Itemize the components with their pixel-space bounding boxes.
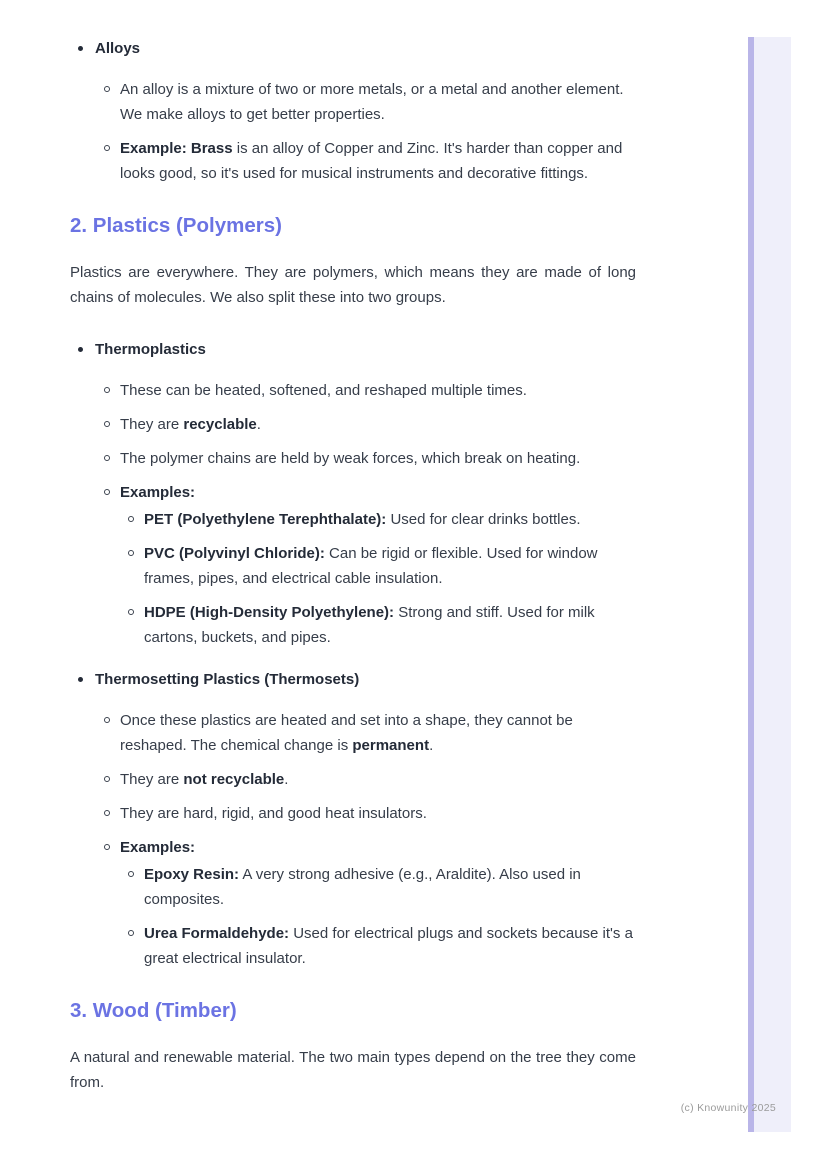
list-item-text: . — [284, 771, 289, 788]
circle-bullet-icon — [128, 609, 134, 615]
list-item-text: Used for electrical plugs and sockets because it's a great electrical insulator. — [144, 925, 633, 967]
list-item-text: Strong and stiff. Used for milk cartons, buckets, and pipes. — [144, 604, 595, 646]
alloys-sublist — [95, 77, 636, 186]
document-body — [70, 36, 636, 1122]
circle-bullet-icon — [104, 810, 110, 816]
list-item-title: Thermosetting Plastics (Thermosets) — [95, 671, 360, 688]
list-item-bold-text: Epoxy Resin: — [144, 866, 240, 883]
list-item — [95, 412, 636, 437]
list-item-text: They are — [120, 771, 184, 788]
list-item-text: They are hard, rigid, and good heat insulators. — [120, 805, 427, 822]
list-item — [120, 600, 636, 650]
circle-bullet-icon — [128, 871, 134, 877]
list-item-thermosets — [70, 667, 636, 971]
section-heading-plastics: 2. Plastics (Polymers) — [70, 214, 282, 237]
thermosets-sublist — [95, 708, 636, 971]
list-item-text: An alloy is a mixture of two or more metals, or a metal and another element. We make alloys to get better properties. — [120, 81, 624, 123]
list-item-examples — [95, 835, 636, 971]
list-item-text: Can be rigid or flexible. Used for window frames, pipes, and electrical cable insulation. — [144, 545, 598, 587]
thermoplastics-examples-list — [120, 507, 636, 650]
plastics-groups-list — [70, 337, 636, 971]
copyright-watermark: (c) Knowunity 2025 — [680, 1102, 776, 1114]
list-item-text: A very strong adhesive (e.g., Araldite). Also used in composites. — [144, 866, 581, 908]
bullet-icon — [78, 677, 83, 682]
list-item-examples — [95, 480, 636, 650]
list-item-alloys — [70, 36, 636, 186]
list-item-bold-text: PET (Polyethylene Terephthalate): — [144, 511, 387, 528]
circle-bullet-icon — [104, 145, 110, 151]
list-item — [120, 921, 636, 971]
section-intro-wood: A natural and renewable material. The two main types depend on the tree they come from. — [70, 1049, 636, 1091]
list-item-bold-text: Urea Formaldehyde: — [144, 925, 290, 942]
list-item — [95, 136, 636, 186]
alloys-list — [70, 36, 636, 186]
list-item — [120, 862, 636, 912]
list-item-title: Thermoplastics — [95, 341, 206, 358]
list-item — [95, 378, 636, 403]
list-item — [120, 507, 636, 532]
section-heading-wood: 3. Wood (Timber) — [70, 999, 237, 1022]
examples-label: Examples: — [120, 484, 196, 501]
circle-bullet-icon — [104, 455, 110, 461]
circle-bullet-icon — [128, 930, 134, 936]
examples-label: Examples: — [120, 839, 196, 856]
bullet-icon — [78, 46, 83, 51]
list-item-text: The polymer chains are held by weak forces, which break on heating. — [120, 450, 581, 467]
list-item-text: Used for clear drinks bottles. — [386, 511, 581, 528]
list-item — [95, 708, 636, 758]
list-item — [95, 446, 636, 471]
list-item — [120, 541, 636, 591]
list-item-bold-text: permanent — [352, 737, 430, 754]
list-item-text: Once these plastics are heated and set into a shape, they cannot be reshaped. The chemical change is — [120, 712, 573, 754]
list-item-bold-text: HDPE (High-Density Polyethylene): — [144, 604, 395, 621]
circle-bullet-icon — [104, 844, 110, 850]
list-item — [95, 77, 636, 127]
bullet-icon — [78, 347, 83, 352]
list-item-text: They are — [120, 416, 184, 433]
circle-bullet-icon — [104, 717, 110, 723]
circle-bullet-icon — [104, 421, 110, 427]
page-edge-highlight-bar — [748, 37, 791, 1132]
section-intro-plastics: Plastics are everywhere. They are polymers, which means they are made of long chains of molecules. We also split these into two groups. — [70, 264, 636, 306]
thermoplastics-sublist — [95, 378, 636, 650]
list-item-text: is an alloy of Copper and Zinc. It's harder than copper and looks good, so it's used for musical instruments and decorative fittings. — [120, 140, 623, 182]
list-item-bold-text: not recyclable — [183, 771, 285, 788]
list-item — [95, 801, 636, 826]
circle-bullet-icon — [104, 776, 110, 782]
circle-bullet-icon — [104, 387, 110, 393]
list-item-title: Alloys — [95, 40, 141, 57]
list-item-text: . — [429, 737, 434, 754]
list-item-bold-text: recyclable — [183, 416, 257, 433]
circle-bullet-icon — [104, 489, 110, 495]
circle-bullet-icon — [104, 86, 110, 92]
list-item-bold-text: PVC (Polyvinyl Chloride): — [144, 545, 325, 562]
thermosets-examples-list — [120, 862, 636, 971]
list-item-thermoplastics — [70, 337, 636, 650]
circle-bullet-icon — [128, 516, 134, 522]
circle-bullet-icon — [128, 550, 134, 556]
list-item-text: . — [256, 416, 261, 433]
list-item — [95, 767, 636, 792]
list-item-bold-text: Example: Brass — [120, 140, 233, 157]
list-item-text: These can be heated, softened, and reshaped multiple times. — [120, 382, 527, 399]
